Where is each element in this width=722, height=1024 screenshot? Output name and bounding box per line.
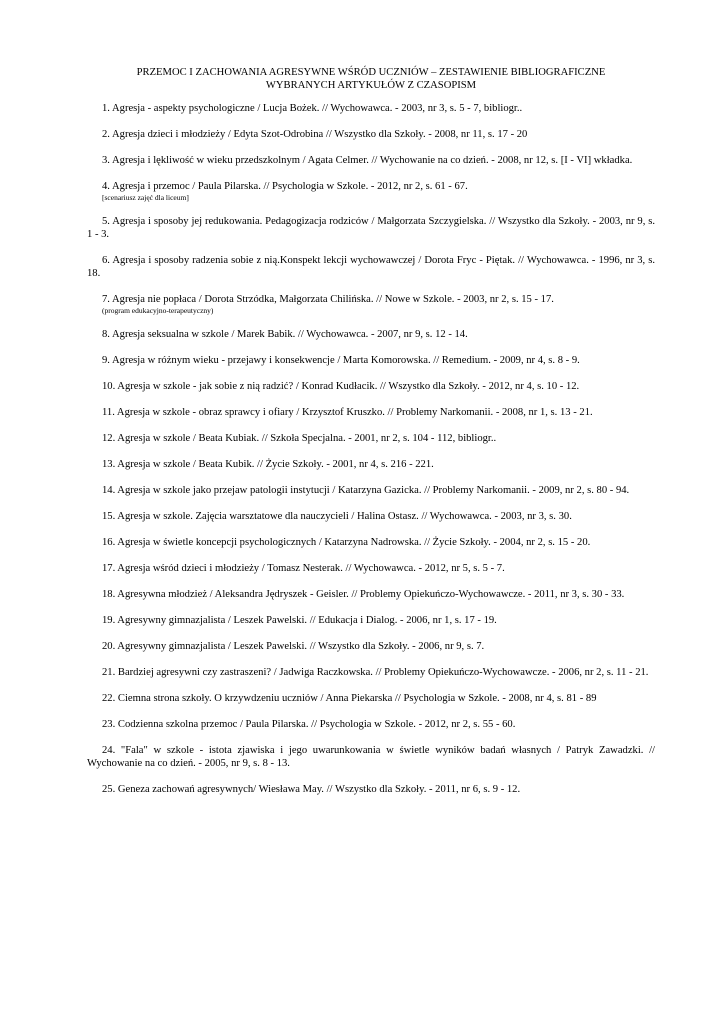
bibliography-entry bbox=[87, 718, 655, 731]
entry-text: 23. Codzienna szkolna przemoc / Paula Pilarska. // Psychologia w Szkole. - 2012, nr 2, s. 55 - 60. bbox=[102, 719, 516, 730]
bibliography-entry bbox=[87, 744, 655, 770]
bibliography-entry bbox=[87, 614, 655, 627]
bibliography-entry bbox=[87, 666, 655, 679]
title-line-1: PRZEMOC I ZACHOWANIA AGRESYWNE WŚRÓD UCZNIÓW – ZESTAWIENIE BIBLIOGRAFICZNE bbox=[136, 67, 606, 78]
entry-text: 5. Agresja i sposoby jej redukowania. Pedagogizacja rodziców / Małgorzata Szczygielska. // Wszystko dla Szkoły. - 2003, nr 9, s. 1 - 3. bbox=[87, 216, 655, 240]
entry-text: 9. Agresja w różnym wieku - przejawy i konsekwencje / Marta Komorowska. // Remedium. - 2009, nr 4, s. 8 - 9. bbox=[102, 355, 580, 366]
entry-text: 2. Agresja dzieci i młodzieży / Edyta Szot-Odrobina // Wszystko dla Szkoły. - 2008, nr 11, s. 17 - 20 bbox=[102, 129, 528, 140]
entry-text: 4. Agresja i przemoc / Paula Pilarska. // Psychologia w Szkole. - 2012, nr 2, s. 61 - 67. bbox=[102, 181, 468, 192]
bibliography-entry bbox=[87, 510, 655, 523]
bibliography-entry bbox=[87, 354, 655, 367]
entry-text: 21. Bardziej agresywni czy zastraszeni? / Jadwiga Raczkowska. // Problemy Opiekuńczo-Wychowawcze. - 2006, nr 2, s. 11 - 21. bbox=[102, 667, 649, 678]
bibliography-entry bbox=[87, 380, 655, 393]
bibliography-entry bbox=[87, 536, 655, 549]
entry-text: 8. Agresja seksualna w szkole / Marek Babik. // Wychowawca. - 2007, nr 9, s. 12 - 14. bbox=[102, 329, 468, 340]
entry-text: 18. Agresywna młodzież / Aleksandra Jędryszek - Geisler. // Problemy Opiekuńczo-Wychowawcze. - 2011, nr 3, s. 30 - 33. bbox=[102, 589, 625, 600]
bibliography-list bbox=[87, 102, 655, 796]
entry-text: 20. Agresywny gimnazjalista / Leszek Pawelski. // Wszystko dla Szkoły. - 2006, nr 9, s. 7. bbox=[102, 641, 485, 652]
bibliography-entry bbox=[87, 128, 655, 141]
bibliography-entry bbox=[87, 458, 655, 471]
entry-text: 15. Agresja w szkole. Zajęcia warsztatowe dla nauczycieli / Halina Ostasz. // Wychowawca. - 2003, nr 3, s. 30. bbox=[102, 511, 572, 522]
bibliography-entry bbox=[87, 562, 655, 575]
bibliography-entry bbox=[87, 154, 655, 167]
bibliography-entry bbox=[87, 783, 655, 796]
bibliography-entry bbox=[87, 254, 655, 280]
bibliography-entry bbox=[87, 102, 655, 115]
bibliography-entry bbox=[87, 432, 655, 445]
entry-text: 3. Agresja i lękliwość w wieku przedszkolnym / Agata Celmer. // Wychowanie na co dzień. - 2008, nr 12, s. [I - VI] wkładka. bbox=[102, 155, 633, 166]
entry-text: 7. Agresja nie popłaca / Dorota Strzódka, Małgorzata Chilińska. // Nowe w Szkole. - 2003, nr 2, s. 15 - 17. bbox=[102, 294, 554, 305]
bibliography-entry bbox=[87, 328, 655, 341]
entry-text: 19. Agresywny gimnazjalista / Leszek Pawelski. // Edukacja i Dialog. - 2006, nr 1, s. 17 - 19. bbox=[102, 615, 497, 626]
entry-note: (program edukacyjno-terapeutyczny) bbox=[102, 306, 214, 315]
entry-note: [scenariusz zajęć dla liceum] bbox=[102, 193, 189, 202]
bibliography-entry bbox=[87, 215, 655, 241]
entry-text: 22. Ciemna strona szkoły. O krzywdzeniu uczniów / Anna Piekarska // Psychologia w Szkole. - 2008, nr 4, s. 81 - 89 bbox=[102, 693, 597, 704]
bibliography-entry bbox=[87, 406, 655, 419]
entry-text: 24. "Fala" w szkole - istota zjawiska i jego uwarunkowania w świetle wyników badań własnych / Patryk Zawadzki. // Wychowanie na co dzień. - 2005, nr 9, s. 8 - 13. bbox=[87, 745, 655, 769]
bibliography-entry bbox=[87, 588, 655, 601]
entry-text: 11. Agresja w szkole - obraz sprawcy i ofiary / Krzysztof Kruszko. // Problemy Narkomanii. - 2008, nr 1, s. 13 - 21. bbox=[102, 407, 593, 418]
document-page bbox=[87, 66, 655, 809]
entry-text: 6. Agresja i sposoby radzenia sobie z nią.Konspekt lekcji wychowawczej / Dorota Fryc - Piętak. // Wychowawca. - 1996, nr 3, s. 18. bbox=[87, 255, 655, 279]
entry-text: 14. Agresja w szkole jako przejaw patologii instytucji / Katarzyna Gazicka. // Problemy Narkomanii. - 2009, nr 2, s. 80 - 94. bbox=[102, 485, 630, 496]
bibliography-entry bbox=[87, 692, 655, 705]
entry-text: 1. Agresja - aspekty psychologiczne / Lucja Bożek. // Wychowawca. - 2003, nr 3, s. 5 - 7, bibliogr.. bbox=[102, 103, 523, 114]
entry-text: 17. Agresja wśród dzieci i młodzieży / Tomasz Nesterak. // Wychowawca. - 2012, nr 5, s. 5 - 7. bbox=[102, 563, 505, 574]
bibliography-entry bbox=[87, 640, 655, 653]
document-title bbox=[87, 66, 655, 92]
entry-text: 10. Agresja w szkole - jak sobie z nią radzić? / Konrad Kudłacik. // Wszystko dla Szkoły. - 2012, nr 4, s. 10 - 12. bbox=[102, 381, 580, 392]
entry-text: 25. Geneza zachowań agresywnych/ Wiesława May. // Wszystko dla Szkoły. - 2011, nr 6, s. 9 - 12. bbox=[102, 784, 521, 795]
bibliography-entry bbox=[87, 293, 655, 315]
entry-text: 16. Agresja w świetle koncepcji psychologicznych / Katarzyna Nadrowska. // Życie Szkoły. - 2004, nr 2, s. 15 - 20. bbox=[102, 537, 591, 548]
entry-text: 13. Agresja w szkole / Beata Kubik. // Życie Szkoły. - 2001, nr 4, s. 216 - 221. bbox=[102, 459, 434, 470]
entry-text: 12. Agresja w szkole / Beata Kubiak. // Szkoła Specjalna. - 2001, nr 2, s. 104 - 112, bibliogr.. bbox=[102, 433, 497, 444]
title-line-2: WYBRANYCH ARTYKUŁÓW Z CZASOPISM bbox=[265, 80, 477, 91]
bibliography-entry bbox=[87, 180, 655, 202]
bibliography-entry bbox=[87, 484, 655, 497]
